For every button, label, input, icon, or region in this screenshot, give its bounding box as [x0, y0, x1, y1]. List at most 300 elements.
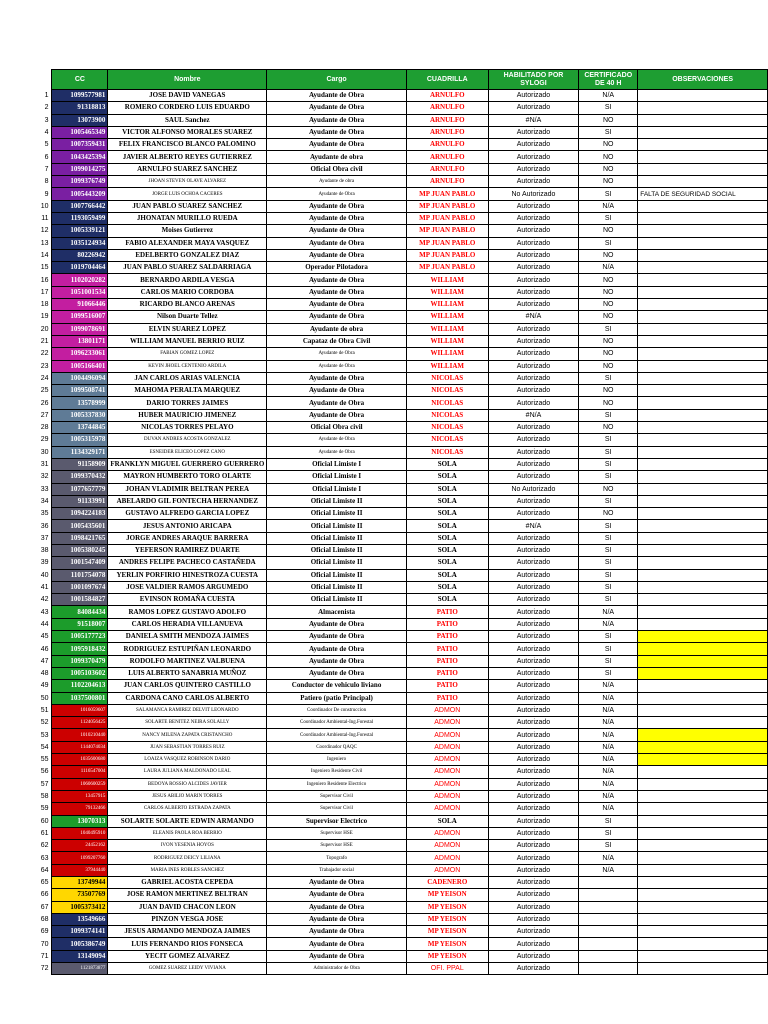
cc-cell: 37944440: [52, 864, 108, 876]
nombre-cell: JAN CARLOS ARIAS VALENCIA: [108, 372, 267, 384]
nombre-cell: CARDONA CANO CARLOS ALBERTO: [108, 692, 267, 704]
cargo-cell: Ayudante de Obra: [267, 249, 407, 261]
observaciones-cell: [638, 262, 768, 274]
cargo-cell: Administrador de Obra: [267, 963, 407, 975]
habilitado-cell: Autorizado: [488, 348, 579, 360]
cc-cell: 91318813: [52, 102, 108, 114]
cargo-cell: Ayudante de Obra: [267, 274, 407, 286]
row-number: 61: [40, 829, 49, 837]
row-number: 71: [40, 952, 49, 960]
observaciones-cell: [638, 434, 768, 446]
certificado-cell: SI: [579, 434, 638, 446]
habilitado-cell: Autorizado: [488, 385, 579, 397]
nombre-cell: JOSE RAMON MERTINEZ BELTRAN: [108, 889, 267, 901]
nombre-cell: MARIA INES ROBLES SANCHEZ: [108, 864, 267, 876]
observaciones-cell: [638, 680, 768, 692]
cuadrilla-cell: SOLA: [406, 495, 488, 507]
row-number: 64: [40, 866, 49, 874]
certificado-cell: N/A: [579, 790, 638, 802]
cuadrilla-cell: ADMON: [406, 827, 488, 839]
cargo-cell: Ayudante de Obra: [267, 926, 407, 938]
cc-cell: 1051001534: [52, 286, 108, 298]
cargo-cell: Coordinador QAQC: [267, 741, 407, 753]
nombre-cell: SAUL Sanchez: [108, 114, 267, 126]
cargo-cell: Ayudante de Obra: [267, 102, 407, 114]
cuadrilla-cell: SOLA: [406, 508, 488, 520]
cc-cell: 13073900: [52, 114, 108, 126]
cargo-cell: Oficial Limiste II: [267, 581, 407, 593]
row-number: 27: [40, 411, 49, 419]
cc-cell: 1005465349: [52, 126, 108, 138]
certificado-cell: [579, 938, 638, 950]
cc-cell: 1099374141: [52, 926, 108, 938]
cargo-cell: Ayudante de Obra: [267, 889, 407, 901]
nombre-cell: JHONATAN MURILLO RUEDA: [108, 212, 267, 224]
cuadrilla-cell: MP JUAN PABLO: [406, 237, 488, 249]
cargo-cell: Topografo: [267, 852, 407, 864]
observaciones-cell: [638, 422, 768, 434]
cargo-cell: Oficial Limiste II: [267, 508, 407, 520]
row-number: 31: [40, 461, 49, 469]
table-row: [38, 471, 768, 483]
cc-cell: 1005443209: [52, 188, 108, 200]
table-row: [38, 803, 768, 815]
cuadrilla-cell: ARNULFO: [406, 102, 488, 114]
nombre-cell: JOSE DAVID VANEGAS: [108, 90, 267, 102]
cuadrilla-cell: SOLA: [406, 483, 488, 495]
cuadrilla-cell: WILLIAM: [406, 348, 488, 360]
header-certificado: CERTIFICADO DE 40 H: [579, 70, 638, 90]
cc-cell: 1102204613: [52, 680, 108, 692]
nombre-cell: CARLOS MARIO CORDOBA: [108, 286, 267, 298]
table-row: [38, 286, 768, 298]
row-number: 32: [40, 473, 49, 481]
cargo-cell: Ayudante de Obra: [267, 90, 407, 102]
cc-cell: 1004496094: [52, 372, 108, 384]
table-row: [38, 864, 768, 876]
cuadrilla-cell: ADMON: [406, 840, 488, 852]
cuadrilla-cell: MP JUAN PABLO: [406, 212, 488, 224]
table-row: [38, 237, 768, 249]
nombre-cell: JUAN PABLO SUAREZ SALDARRIAGA: [108, 262, 267, 274]
observaciones-cell: [638, 360, 768, 372]
cc-cell: 91133991: [52, 495, 108, 507]
habilitado-cell: Autorizado: [488, 458, 579, 470]
certificado-cell: N/A: [579, 618, 638, 630]
cargo-cell: Ayudante de Obra: [267, 397, 407, 409]
cuadrilla-cell: NICOLAS: [406, 446, 488, 458]
habilitado-cell: Autorizado: [488, 754, 579, 766]
cc-cell: 1005103602: [52, 667, 108, 679]
habilitado-cell: Autorizado: [488, 262, 579, 274]
nombre-cell: DANIELA SMITH MENDOZA JAIMES: [108, 631, 267, 643]
table-row: [38, 274, 768, 286]
cargo-cell: Supervisor Electrico: [267, 815, 407, 827]
table-row: [38, 815, 768, 827]
row-number: 72: [40, 965, 49, 973]
row-number: 57: [40, 780, 49, 788]
row-number: 25: [40, 387, 49, 395]
nombre-cell: JESUS ARMANDO MENDOZA JAIMES: [108, 926, 267, 938]
certificado-cell: SI: [579, 532, 638, 544]
cc-cell: 91066446: [52, 299, 108, 311]
row-number: 63: [40, 854, 49, 862]
row-number: 1: [44, 92, 49, 100]
cc-cell: 91158909: [52, 458, 108, 470]
row-number: 58: [40, 793, 49, 801]
table-row: [38, 422, 768, 434]
table-row: [38, 458, 768, 470]
table-row: [38, 544, 768, 556]
nombre-cell: Moises Gutierrez: [108, 225, 267, 237]
habilitado-cell: #N/A: [488, 114, 579, 126]
cuadrilla-cell: ADMON: [406, 704, 488, 716]
observaciones-cell: [638, 557, 768, 569]
nombre-cell: ROMERO CORDERO LUIS EDUARDO: [108, 102, 267, 114]
certificado-cell: [579, 901, 638, 913]
cuadrilla-cell: PATIO: [406, 655, 488, 667]
cc-cell: 1099508741: [52, 385, 108, 397]
certificado-cell: N/A: [579, 778, 638, 790]
cc-cell: 1005177723: [52, 631, 108, 643]
table-row: [38, 188, 768, 200]
cuadrilla-cell: MP JUAN PABLO: [406, 200, 488, 212]
row-number: 66: [40, 891, 49, 899]
nombre-cell: FELIX FRANCISCO BLANCO PALOMINO: [108, 139, 267, 151]
row-number: 42: [40, 596, 49, 604]
table-row: [38, 594, 768, 606]
cargo-cell: Ayudante de Obra: [267, 286, 407, 298]
habilitado-cell: Autorizado: [488, 225, 579, 237]
nombre-cell: CARLOS ALBERTO ESTRADA ZAPATA: [108, 803, 267, 815]
habilitado-cell: Autorizado: [488, 176, 579, 188]
row-number: 36: [40, 522, 49, 530]
observaciones-cell: [638, 225, 768, 237]
certificado-cell: NO: [579, 274, 638, 286]
cuadrilla-cell: MP YEISON: [406, 950, 488, 962]
cc-cell: 1101754078: [52, 569, 108, 581]
cargo-cell: Almacenista: [267, 606, 407, 618]
certificado-cell: NO: [579, 385, 638, 397]
habilitado-cell: Autorizado: [488, 446, 579, 458]
certificado-cell: NO: [579, 139, 638, 151]
cargo-cell: Ayudante de Obra: [267, 409, 407, 421]
cc-cell: 1001584827: [52, 594, 108, 606]
cc-cell: 1005315978: [52, 434, 108, 446]
cc-cell: 1010210440: [52, 729, 108, 741]
row-number: 55: [40, 756, 49, 764]
nombre-cell: PINZON VESGA JOSE: [108, 913, 267, 925]
cuadrilla-cell: CADENERO: [406, 877, 488, 889]
habilitado-cell: Autorizado: [488, 877, 579, 889]
certificado-cell: SI: [579, 827, 638, 839]
table-row: [38, 139, 768, 151]
header-cuadrilla: CUADRILLA: [406, 70, 488, 90]
cuadrilla-cell: SOLA: [406, 471, 488, 483]
cc-cell: 1005386749: [52, 938, 108, 950]
row-number: 7: [44, 165, 49, 173]
nombre-cell: RICARDO BLANCO ARENAS: [108, 299, 267, 311]
nombre-cell: NICOLAS TORRES PELAYO: [108, 422, 267, 434]
habilitado-cell: Autorizado: [488, 335, 579, 347]
nombre-cell: LOAIZA VASQUEZ ROBINSON DARIO: [108, 754, 267, 766]
cc-cell: 13457915: [52, 790, 108, 802]
cargo-cell: Supervisor Civil: [267, 790, 407, 802]
certificado-cell: N/A: [579, 741, 638, 753]
habilitado-cell: Autorizado: [488, 397, 579, 409]
cuadrilla-cell: MP YEISON: [406, 901, 488, 913]
row-number: 34: [40, 497, 49, 505]
nombre-cell: SALAMANCA RAMIREZ DELVIT LEONARDO: [108, 704, 267, 716]
cargo-cell: Ayudante de Obra: [267, 643, 407, 655]
table-row: [38, 495, 768, 507]
table-row: [38, 790, 768, 802]
habilitado-cell: Autorizado: [488, 766, 579, 778]
habilitado-cell: #N/A: [488, 520, 579, 532]
cargo-cell: Ayudante de Obra: [267, 311, 407, 323]
nombre-cell: SOLARTE SOLARTE EDWIN ARMANDO: [108, 815, 267, 827]
cc-cell: 1019704464: [52, 262, 108, 274]
cargo-cell: Capataz de Obra Civil: [267, 335, 407, 347]
nombre-cell: JOSE VALDIER RAMOS ARGUMEDO: [108, 581, 267, 593]
nombre-cell: LUIS ALBERTO SANABRIA MUÑOZ: [108, 667, 267, 679]
certificado-cell: SI: [579, 667, 638, 679]
habilitado-cell: Autorizado: [488, 729, 579, 741]
cargo-cell: Ingeniero Residente Electrico: [267, 778, 407, 790]
cc-cell: 1099516007: [52, 311, 108, 323]
row-number: 54: [40, 743, 49, 751]
cuadrilla-cell: SOLA: [406, 594, 488, 606]
cuadrilla-cell: ARNULFO: [406, 163, 488, 175]
observaciones-cell: [638, 299, 768, 311]
observaciones-cell: [638, 643, 768, 655]
nombre-cell: RAMOS LOPEZ GUSTAVO ADOLFO: [108, 606, 267, 618]
observaciones-cell: [638, 200, 768, 212]
cargo-cell: Coordinador Ambiental-Ing.Forestal: [267, 717, 407, 729]
table-row: [38, 299, 768, 311]
certificado-cell: SI: [579, 126, 638, 138]
certificado-cell: SI: [579, 815, 638, 827]
certificado-cell: N/A: [579, 766, 638, 778]
nombre-cell: LUIS FERNANDO RIOS FONSECA: [108, 938, 267, 950]
cuadrilla-cell: SOLA: [406, 569, 488, 581]
cargo-cell: Ayudante de Obra: [267, 299, 407, 311]
nombre-cell: SOLARTE BENITEZ NEIRA SOLALLY: [108, 717, 267, 729]
cuadrilla-cell: PATIO: [406, 680, 488, 692]
table-row: [38, 212, 768, 224]
cc-cell: 1134329171: [52, 446, 108, 458]
observaciones-cell: [638, 212, 768, 224]
certificado-cell: SI: [579, 471, 638, 483]
cargo-cell: Ayudante de Obra: [267, 950, 407, 962]
observaciones-cell: [638, 311, 768, 323]
habilitado-cell: Autorizado: [488, 643, 579, 655]
cc-cell: 79132466: [52, 803, 108, 815]
cargo-cell: Ayudante de Obra: [267, 385, 407, 397]
habilitado-cell: Autorizado: [488, 102, 579, 114]
habilitado-cell: Autorizado: [488, 212, 579, 224]
cc-cell: 1037500801: [52, 692, 108, 704]
cargo-cell: Ayudante de Obra: [267, 938, 407, 950]
observaciones-cell: [638, 926, 768, 938]
habilitado-cell: Autorizado: [488, 803, 579, 815]
observaciones-cell: [638, 385, 768, 397]
cc-cell: 1098421765: [52, 532, 108, 544]
observaciones-cell: [638, 963, 768, 975]
nombre-cell: JESUS ANTONIO ARICAPA: [108, 520, 267, 532]
table-row: [38, 655, 768, 667]
nombre-cell: KEVIN JHOEL CENTENIO ARDILA: [108, 360, 267, 372]
cargo-cell: Supervisor HSE: [267, 840, 407, 852]
habilitado-cell: #N/A: [488, 311, 579, 323]
habilitado-cell: Autorizado: [488, 778, 579, 790]
cc-cell: 84084434: [52, 606, 108, 618]
habilitado-cell: Autorizado: [488, 704, 579, 716]
certificado-cell: NO: [579, 163, 638, 175]
cc-cell: 1077657779: [52, 483, 108, 495]
certificado-cell: NO: [579, 422, 638, 434]
observaciones-cell: [638, 151, 768, 163]
row-number: 51: [40, 706, 49, 714]
cargo-cell: Oficial Limiste II: [267, 557, 407, 569]
cc-cell: 1035600680: [52, 754, 108, 766]
cargo-cell: Oficial Limiste II: [267, 495, 407, 507]
observaciones-cell: [638, 704, 768, 716]
certificado-cell: N/A: [579, 680, 638, 692]
cuadrilla-cell: PATIO: [406, 606, 488, 618]
cargo-cell: Ayudante de Obra: [267, 237, 407, 249]
table-row: [38, 581, 768, 593]
nombre-cell: BEDOYA ROSSIO ALCIDES JAVIER: [108, 778, 267, 790]
cc-cell: 1193059499: [52, 212, 108, 224]
row-number: 41: [40, 584, 49, 592]
row-number: 11: [41, 215, 49, 223]
cc-cell: 1005380245: [52, 544, 108, 556]
cc-cell: 13744845: [52, 422, 108, 434]
certificado-cell: N/A: [579, 803, 638, 815]
certificado-cell: SI: [579, 188, 638, 200]
certificado-cell: SI: [579, 212, 638, 224]
habilitado-cell: Autorizado: [488, 840, 579, 852]
cuadrilla-cell: MP YEISON: [406, 938, 488, 950]
row-number: 13: [40, 239, 49, 247]
habilitado-cell: #N/A: [488, 409, 579, 421]
nombre-cell: ABELARDO GIL FONTECHA HERNANDEZ: [108, 495, 267, 507]
observaciones-cell: FALTA DE SEGURIDAD SOCIAL: [638, 188, 768, 200]
cc-cell: 13070313: [52, 815, 108, 827]
table-row: [38, 729, 768, 741]
row-number: 50: [40, 694, 49, 702]
cargo-cell: Ayudante de obra: [267, 151, 407, 163]
table-row: [38, 926, 768, 938]
table-row: [38, 323, 768, 335]
cc-cell: 1007359431: [52, 139, 108, 151]
nombre-cell: YEFERSON RAMIREZ DUARTE: [108, 544, 267, 556]
habilitado-cell: Autorizado: [488, 557, 579, 569]
nombre-cell: DUVAN ANDRES ACOSTA GONZALEZ: [108, 434, 267, 446]
cuadrilla-cell: ADMON: [406, 766, 488, 778]
cc-cell: 1007766442: [52, 200, 108, 212]
table-row: [38, 741, 768, 753]
cuadrilla-cell: ADMON: [406, 790, 488, 802]
certificado-cell: N/A: [579, 704, 638, 716]
cargo-cell: Ayudante de Obra: [267, 372, 407, 384]
table-row: [38, 692, 768, 704]
cc-cell: 73507769: [52, 889, 108, 901]
table-row: [38, 311, 768, 323]
observaciones-cell: [638, 335, 768, 347]
table-row: [38, 840, 768, 852]
row-number: 39: [40, 559, 49, 567]
cargo-cell: Oficial Limiste I: [267, 458, 407, 470]
cc-cell: 13149094: [52, 950, 108, 962]
observaciones-cell: [638, 766, 768, 778]
cuadrilla-cell: MP JUAN PABLO: [406, 225, 488, 237]
row-number: 68: [40, 916, 49, 924]
cargo-cell: Oficial Limiste II: [267, 594, 407, 606]
row-number: 8: [44, 178, 49, 186]
cuadrilla-cell: NICOLAS: [406, 434, 488, 446]
certificado-cell: SI: [579, 237, 638, 249]
habilitado-cell: No Autorizado: [488, 483, 579, 495]
cuadrilla-cell: WILLIAM: [406, 299, 488, 311]
nombre-cell: MAYRON HUMBERTO TORO OLARTE: [108, 471, 267, 483]
table-row: [38, 643, 768, 655]
nombre-cell: FRANKLYN MIGUEL GUERRERO GUERRERO: [108, 458, 267, 470]
row-number: 43: [40, 608, 49, 616]
cargo-cell: Ayudante de Obra: [267, 618, 407, 630]
cargo-cell: Oficial Limiste I: [267, 483, 407, 495]
row-number: 37: [40, 534, 49, 542]
habilitado-cell: Autorizado: [488, 299, 579, 311]
certificado-cell: SI: [579, 544, 638, 556]
nombre-cell: ANDRES FELIPE PACHECO CASTAÑEDA: [108, 557, 267, 569]
observaciones-cell: [638, 114, 768, 126]
table-row: [38, 778, 768, 790]
table-row: [38, 360, 768, 372]
table-row: [38, 938, 768, 950]
cc-cell: 1144074034: [52, 741, 108, 753]
certificado-cell: SI: [579, 323, 638, 335]
row-number: 16: [40, 276, 49, 284]
cc-cell: 1095918432: [52, 643, 108, 655]
cargo-cell: Ayudante de Obra: [267, 655, 407, 667]
certificado-cell: NO: [579, 249, 638, 261]
table-row: [38, 508, 768, 520]
table-row: [38, 618, 768, 630]
observaciones-cell: [638, 840, 768, 852]
header-observaciones: OBSERVACIONES: [638, 70, 768, 90]
observaciones-cell: [638, 532, 768, 544]
cargo-cell: Ayudante de Obra: [267, 631, 407, 643]
certificado-cell: NO: [579, 335, 638, 347]
cc-cell: 1099370479: [52, 655, 108, 667]
cc-cell: 1040495910: [52, 827, 108, 839]
cuadrilla-cell: NICOLAS: [406, 397, 488, 409]
cc-cell: 80226942: [52, 249, 108, 261]
observaciones-cell: [638, 348, 768, 360]
cuadrilla-cell: ARNULFO: [406, 126, 488, 138]
table-row: [38, 114, 768, 126]
cargo-cell: Patiero (patio Principal): [267, 692, 407, 704]
row-number: 70: [40, 940, 49, 948]
observaciones-cell: [638, 581, 768, 593]
nombre-cell: HUBER MAURICIO JIMENEZ: [108, 409, 267, 421]
certificado-cell: NO: [579, 360, 638, 372]
table-row: [38, 126, 768, 138]
certificado-cell: SI: [579, 557, 638, 569]
cargo-cell: Ayudante de obra: [267, 323, 407, 335]
